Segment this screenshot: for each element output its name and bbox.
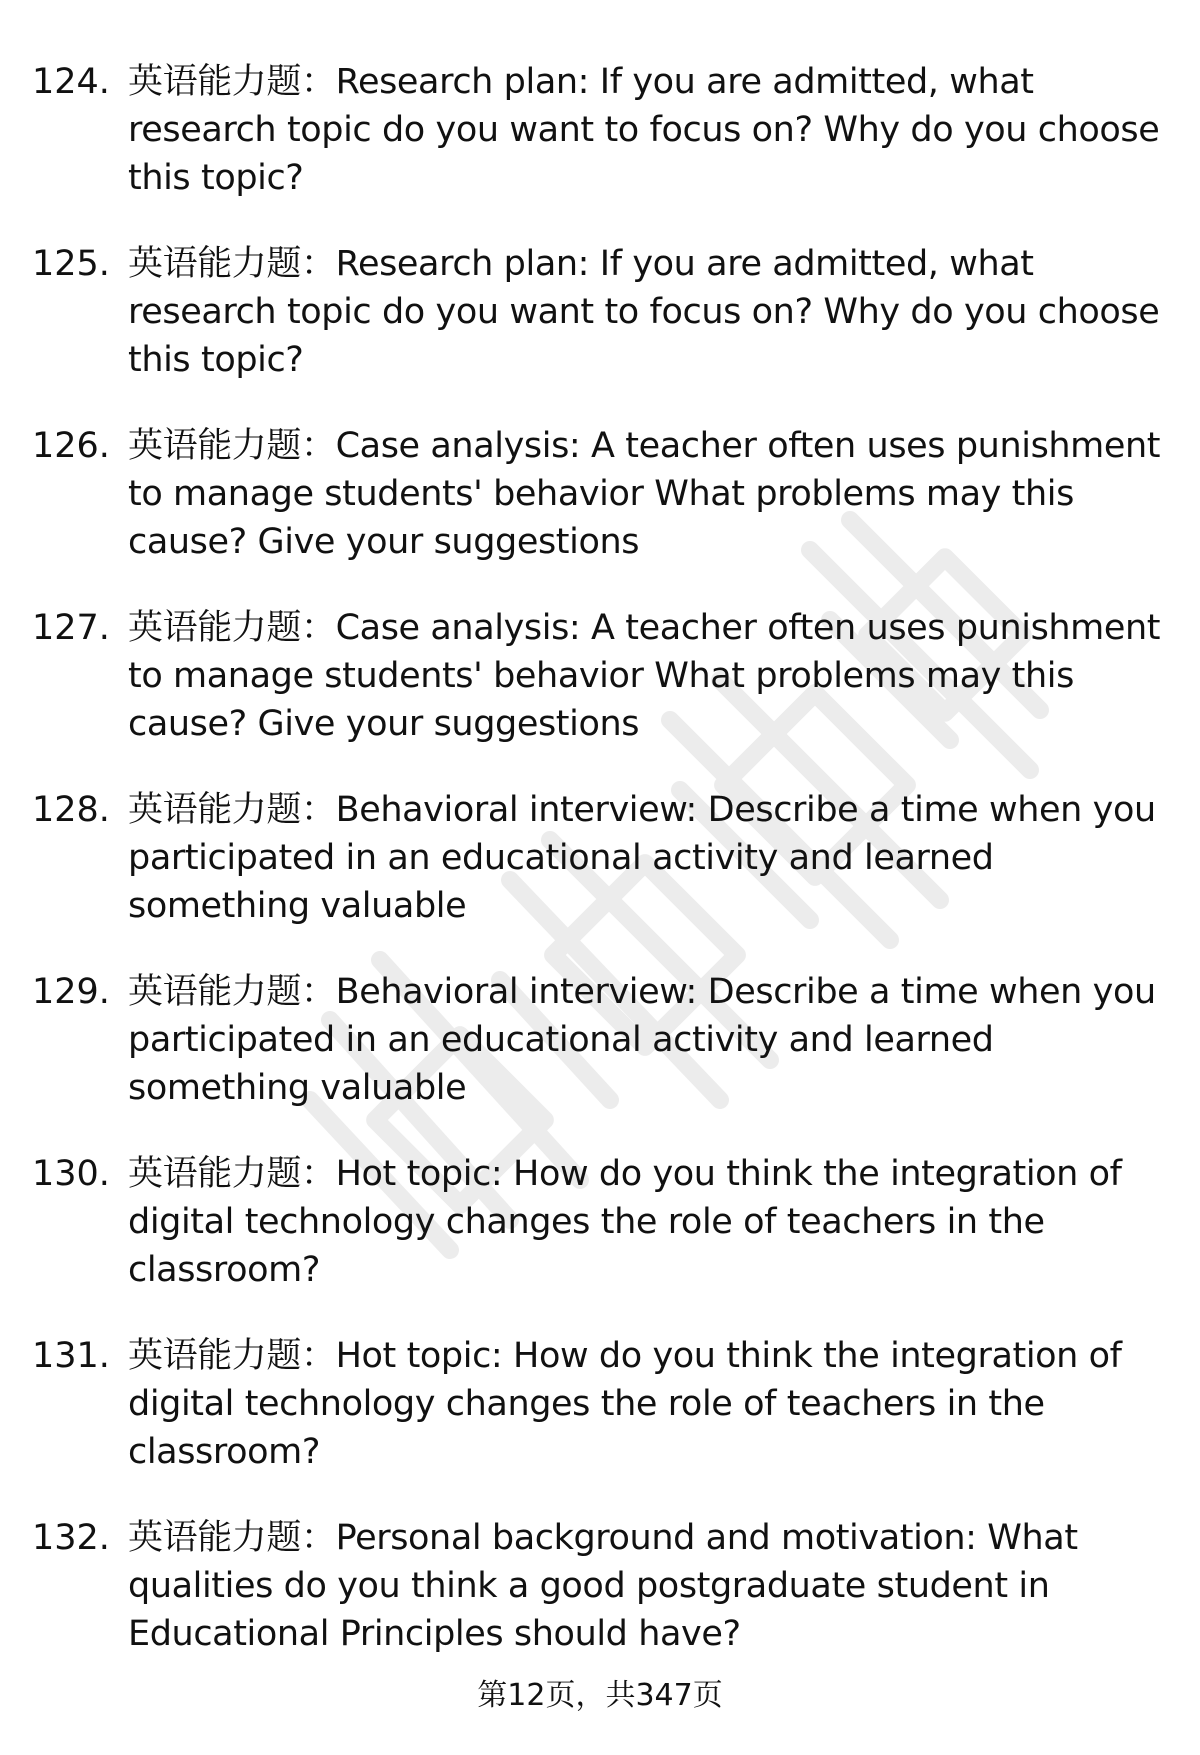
question-text: Hot topic: How do you think the integration of digital technology changes the role of teachers in the classroom? [128, 1336, 1122, 1472]
question-prefix: 英语能力题： [128, 62, 336, 102]
question-number: 130. [32, 1154, 110, 1194]
question-text: Case analysis: A teacher often uses punishment to manage students' behavior What problems may this cause? Give your suggestions [128, 426, 1161, 562]
question-number: 128. [32, 790, 110, 830]
question-item [32, 1150, 1172, 1294]
question-content [128, 422, 1172, 566]
question-number: 127. [32, 608, 110, 648]
question-text: Behavioral interview: Describe a time when you participated in an educational activity and learned something valuable [128, 790, 1156, 926]
question-prefix: 英语能力题： [128, 608, 336, 648]
question-content [128, 1150, 1172, 1294]
question-prefix: 英语能力题： [128, 426, 336, 466]
question-prefix: 英语能力题： [128, 790, 336, 830]
question-prefix: 英语能力题： [128, 1154, 336, 1194]
question-item [32, 240, 1172, 384]
question-prefix: 英语能力题： [128, 1336, 336, 1376]
question-prefix: 英语能力题： [128, 972, 336, 1012]
question-prefix: 英语能力题： [128, 1518, 336, 1558]
question-text: Research plan: If you are admitted, what research topic do you want to focus on? Why do you choose this topic? [128, 62, 1160, 198]
question-content [128, 240, 1172, 384]
question-item [32, 968, 1172, 1112]
question-number: 126. [32, 426, 110, 466]
question-content [128, 968, 1172, 1112]
question-item [32, 786, 1172, 930]
question-item [32, 58, 1172, 202]
question-content [128, 604, 1172, 748]
question-number: 131. [32, 1336, 110, 1376]
question-list [32, 58, 1172, 1696]
question-number: 132. [32, 1518, 110, 1558]
question-text: Research plan: If you are admitted, what research topic do you want to focus on? Why do you choose this topic? [128, 244, 1160, 380]
question-item [32, 1514, 1172, 1658]
question-prefix: 英语能力题： [128, 244, 336, 284]
question-number: 125. [32, 244, 110, 284]
question-item [32, 604, 1172, 748]
question-item [32, 422, 1172, 566]
question-content [128, 786, 1172, 930]
question-item [32, 1332, 1172, 1476]
question-text: Personal background and motivation: What qualities do you think a good postgraduate student in Educational Principles should have? [128, 1518, 1078, 1654]
question-text: Case analysis: A teacher often uses punishment to manage students' behavior What problems may this cause? Give your suggestions [128, 608, 1161, 744]
question-number: 129. [32, 972, 110, 1012]
question-text: Hot topic: How do you think the integration of digital technology changes the role of teachers in the classroom? [128, 1154, 1122, 1290]
question-content [128, 58, 1172, 202]
question-content [128, 1514, 1172, 1658]
question-content [128, 1332, 1172, 1476]
question-text: Behavioral interview: Describe a time when you participated in an educational activity and learned something valuable [128, 972, 1156, 1108]
page-footer: 第12页，共347页 [477, 1678, 723, 1713]
question-number: 124. [32, 62, 110, 102]
